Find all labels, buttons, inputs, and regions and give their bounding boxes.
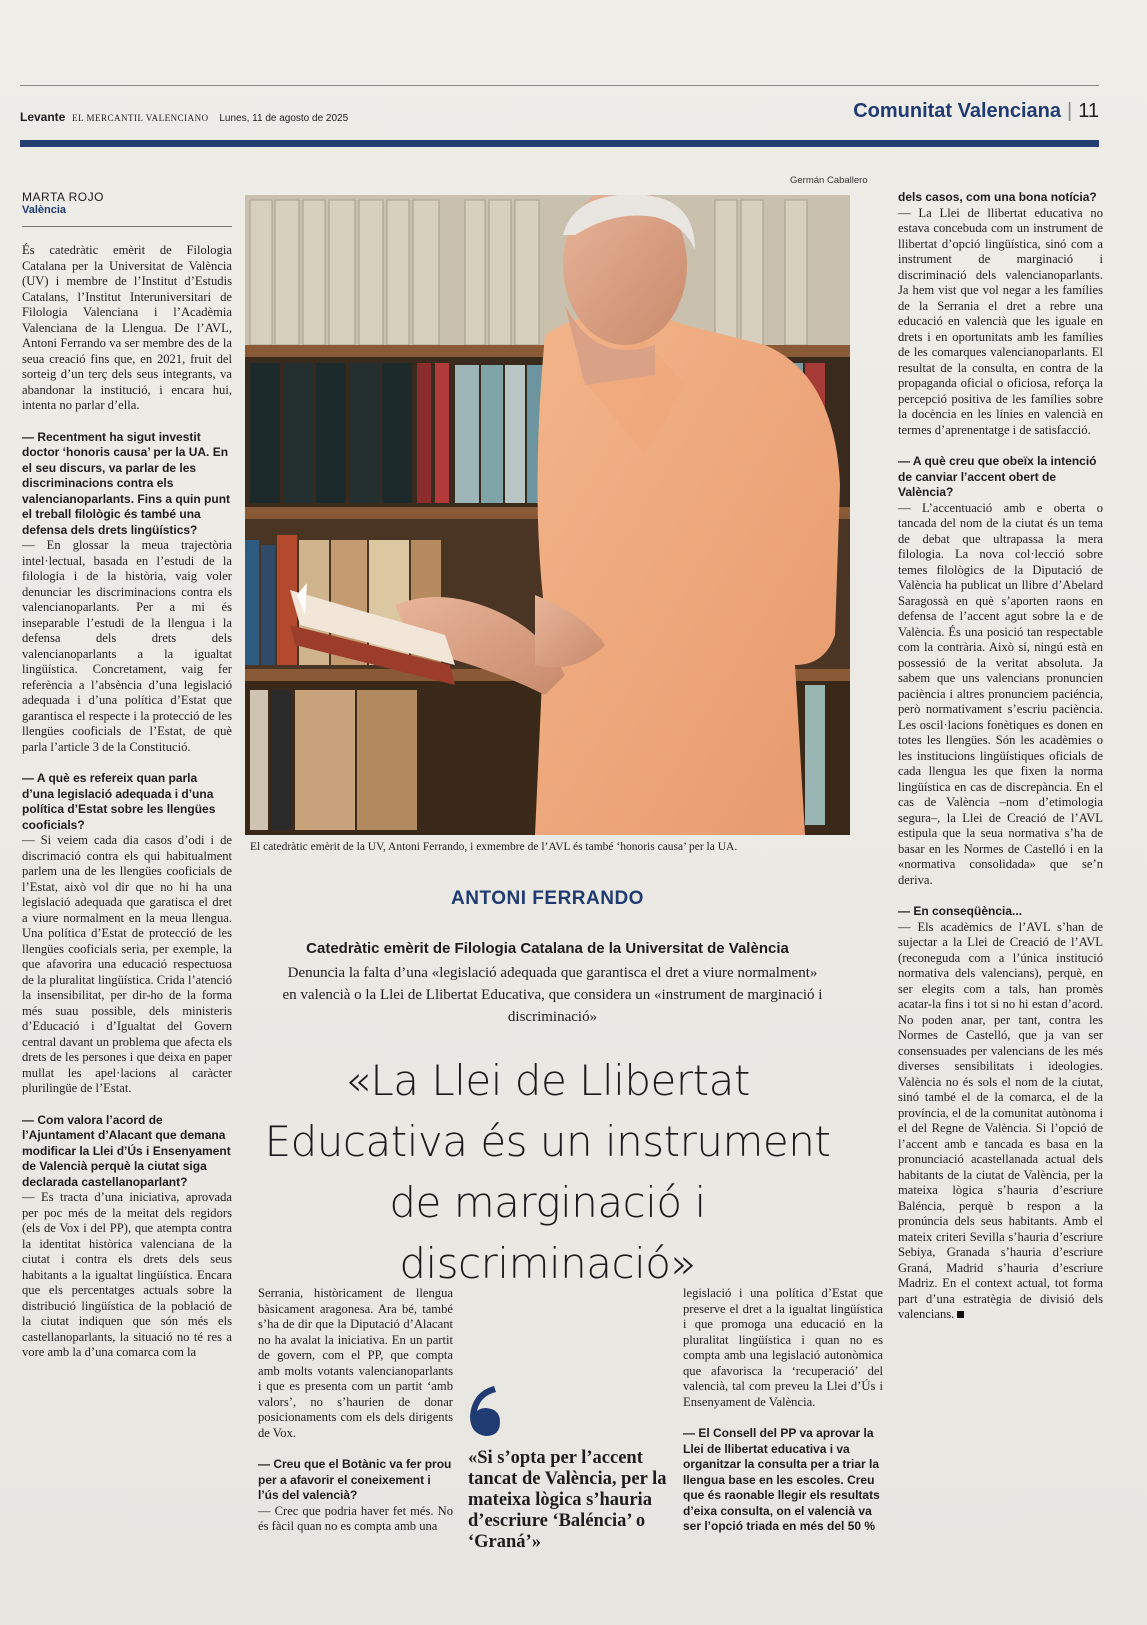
interview-question: — Creu que el Botànic va fer prou per a afavorir el coneixement i l’ús del valencià?	[258, 1457, 452, 1502]
pull-quote: «Si s’opta per l’accent tancat de València, per la mateixa lògica s’hauria d’escriure ‘Baléncia’ o ‘Graná’»	[468, 1448, 667, 1552]
interview-answer: Serrania, històricament de llengua bàsicament aragonesa. Ara bé, també s’ha de dir que la Diputació d’Alacant no ha avalat la iniciativa. En un partit de govern, com el PP, que compta amb molts votants valencianoparlants i que es presenta com un partit ‘amb valors’, no s’haurien de donar posicionaments com els dels dirigents de Vox.	[258, 1286, 453, 1440]
interview-question: — Com valora l’acord de l’Ajuntament d’Alacant que demana modificar la Llei d’Ús i Ensenyament de Valencià perquè la ciutat siga declarada castellanoparlant?	[22, 1112, 231, 1189]
photo-illustration	[245, 195, 850, 835]
interview-question: — A què creu que obeïx la intenció de canviar l’accent obert de València?	[898, 454, 1097, 499]
byline-place: València	[22, 204, 67, 216]
column-4	[898, 190, 1103, 1323]
section-label	[853, 100, 1099, 123]
interview-question: — El Consell del PP va aprovar la Llei de llibertat educativa i va organitzar la consulta per a triar la llengua base en les escoles. Creu que és raonable llegir els resultats d’eixa consulta, on el valencià va ser l’opció triada en més del 50 %	[683, 1426, 880, 1533]
interview-question: dels casos, com una bona notícia?	[898, 190, 1097, 204]
interview-summary: Denuncia la falta d’una «legislació adequada que garantisca el dret a viure normalment» en valencià o la Llei de Llibertat Educativa, que considera un «instrument de marginació i discriminació»	[282, 965, 823, 1025]
interview-question: — A què es refereix quan parla d’una legislació adequada i d’una política d’Estat sobre les llengües cooficials?	[22, 771, 216, 832]
page-header	[20, 100, 1099, 130]
interviewee-role: Catedràtic emèrit de Filologia Catalana de la Universitat de València	[306, 940, 789, 957]
interview-answer: És catedràtic emèrit de Filologia Catalana per la Universitat de València (UV) i membre de l’Institut d’Estudis Catalans, l’Institut Interuniversitari de Filologia Valenciana i l’Acadèmia Valenciana de la Llengua. De l’AVL, Antoni Ferrando va ser membre des de la seua creació fins que, en 2021, fruit del sorteig d’un terç dels seus integrants, va abandonar la institució, i encara hui, intenta no parlar d’ella.	[22, 243, 232, 412]
header-accent-bar	[20, 140, 1099, 147]
interview-answer: legislació i una política d’Estat que preserve el dret a la igualtat lingüística i que promoga una educació en la pluralitat lingüística i quan no es compta amb una legislació autonòmica que afavorisca la ‘recuperació’ del valencià, tal com preveu la Llei d’Ús i Ensenyament de València.	[683, 1286, 883, 1409]
interview-answer: — Crec que podria haver fet més. No és fàcil quan no es compta amb una	[258, 1503, 453, 1533]
brand-subtitle: EL MERCANTIL VALENCIANO	[72, 113, 209, 123]
column-3	[683, 1286, 883, 1535]
masthead	[20, 110, 348, 124]
interview-question: — En conseqüència...	[898, 904, 1023, 918]
end-of-article-mark	[957, 1311, 964, 1318]
column-1	[22, 243, 232, 1361]
interview-answer: — Es tracta d’una iniciativa, aprovada per poc més de la meitat dels regidors (els de Vox i del PP), que atempta contra la identitat històrica valenciana de la ciutat i contra els drets dels seus habitants a la igualtat lingüística. Encara que els percentatges actuals sobre la distribució lingüística de la població de la ciutat indiquen que són més els castellanoparlants, la situació no té res a vore amb la d’una comarca com la	[22, 1190, 232, 1359]
issue-date: Lunes, 11 de agosto de 2025	[219, 113, 349, 124]
interview-answer: — Els acadèmics de l’AVL s’han de sujectar a la Llei de Creació de l’AVL (reconeguda com a l’única institució normativa dels valencians), perquè, en ser elegits com a tals, han promès acatar-la fins i tot si no hi estan d’acord. No poden anar, per tant, contra les Normes de Castelló, que ja van ser consensuades per valencians de les més diverses sensibilitats i ideologies. València no és sols el nom de la ciutat, sinó també el de la comarca, el de la província, el de la comunitat autònoma i el del Regne de València. Si l’opció de l’accent amb e tancada es basa en la pronunciació acastellanada actual dels habitants de la ciutat de València, per la mateixa lògica s’hauria d’escriure Baléncia, perquè b respon a la pronúncia dels seus habitants. Amb el mateix criteri Sevilla s’hauria d’escriure Sebiya, Granada s’hauria d’escriure Graná, Madrid s’hauria d’escriure Madriz. En el context actual, tot forma part d’una estratègia de divisió dels valencians.	[898, 919, 1103, 1321]
byline	[22, 190, 104, 216]
photo-caption: El catedràtic emèrit de la UV, Antoni Ferrando, i exmembre de l’AVL és també ‘honoris causa’ per la UA.	[250, 841, 738, 853]
section-separator: |	[1067, 100, 1073, 122]
quote-mark-icon	[466, 1382, 516, 1442]
portrait-photo	[245, 195, 850, 835]
interviewee-name: ANTONI FERRANDO	[451, 888, 644, 909]
page-number: 11	[1078, 100, 1099, 122]
interview-answer: — L’accentuació amb e oberta o tancada del nom de la ciutat és un tema de debat que ultrapassa la mera filologia. La nova col·lecció sobre temes filològics de la Diputació de València ha publicat un llibre d’Abelard Saragossà en què s’aporten raons en defensa de l’accent agut sobre la e de València. És una posició tan respectable com la contrària. Això sí, ningú està en possessió de la veritat absoluta. Ja sabem que uns valencians pronuncien paciència i altres pronunciem paciéncia, però normativament s’escriu paciència. Les oscil·lacions fonètiques es donen en totes les llengües. Són les acadèmies o les institucions lingüístiques oficials de cada llengua les que fixen la norma lingüística en cas de discrepància. En el cas de València –nom d’etimologia segura–, la Llei de Creació de l’AVL estipula que la seua normativa s’ha de basar en les Normes de Castelló i en la «normativa consolidada» que se’n deriva.	[898, 500, 1103, 887]
brand-name: Levante	[20, 110, 66, 124]
column-2	[258, 1286, 453, 1535]
interview-answer: — Si veiem cada dia casos d’odi i de discrimació contra els qui habitualment parlem una de les llengües cooficials de l’Estat, això vol dir que no hi ha una legislació adequada que garatisca el dret a viure normalment en la meua llengua. Una política d’Estat de protecció de les llengües cooficials seria, per exemple, la que afavorira una educació respectuosa de la pluralitat lingüística. Crida l’atenció la insensibilitat, per dir-ho de la forma més suau possible, dels ministeris d’Educació i d’Igualtat del Govern central davant un problema que afecta els drets de les persones i que deixa en paper mullat les apel·lacions al caràcter plurilingüe de l’Estat.	[22, 833, 232, 1095]
interview-answer: — En glossar la meua trajectòria intel·lectual, basada en l’estudi de la filologia i de la història, vaig voler denunciar les discriminacions contra els valencianoparlants. Per a mi és inseparable l’estudi de la llengua i la defensa dels drets dels valencianoparlants a la igualtat lingüística. Concretament, vaig fer referència a l’absència d’una legislació adequada i d’una política d’Estat que garantisca el respecte i la protecció de les llengües cooficials de l’Estat, de què parla l’article 3 de la Constitució.	[22, 538, 232, 754]
section-name: Comunitat Valenciana	[853, 100, 1062, 122]
header-top-rule	[20, 85, 1099, 86]
headline: «La Llei de Llibertat Educativa és un instrument de marginació i discriminació»	[264, 1056, 831, 1288]
interview-answer: — La Llei de llibertat educativa no estava concebuda com un instrument de llibertat d’opció lingüística, sinó com a instrument de marginació i discriminació dels valencianoparlants. Ja hem vist que vol negar a les famílies de la Serrania el dret a rebre una educació en valencià que les iguale en drets i en oportunitats amb les famílies de les comarques valencianoparlants. El resultat de la consulta, en contra de la propaganda oficial o oficiosa, reforça la percepció positiva de les famílies sobre la docència en les línies en valencià en termes d’aprenentatge i de satisfacció.	[898, 205, 1103, 437]
photo-credit: Germán Caballero	[790, 175, 868, 186]
byline-rule	[22, 226, 232, 227]
byline-author: MARTA ROJO	[22, 190, 104, 204]
interview-question: — Recentment ha sigut investit doctor ‘honoris causa’ per la UA. En el seu discurs, va parlar de les discriminacions contra els valencianoparlants. Fins a quin punt el treball filològic és també una defensa dels drets lingüístics?	[22, 429, 231, 537]
